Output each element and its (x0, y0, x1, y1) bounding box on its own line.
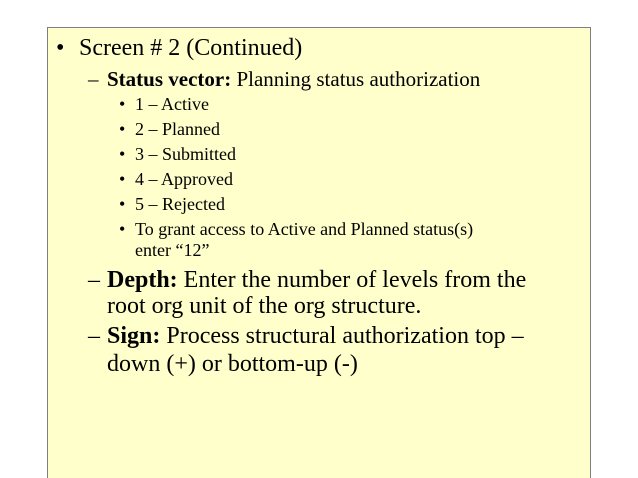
status-item-bullet: • (119, 194, 126, 214)
depth-line2: root org unit of the org structure. (107, 293, 422, 319)
sign-text: Process structural authorization top – (160, 323, 524, 349)
status-vector-line (107, 69, 480, 90)
status-item-active: 1 – Active (135, 94, 209, 114)
status-item-bullet: • (119, 144, 126, 164)
sign-label: Sign: (107, 323, 161, 349)
status-note-bullet: • (119, 219, 126, 239)
slide-content-box (47, 27, 591, 478)
depth-line1 (107, 268, 526, 292)
status-note-line1: To grant access to Active and Planned status(s) (135, 219, 474, 239)
status-item-bullet: • (119, 94, 126, 114)
sign-line2: down (+) or bottom-up (-) (107, 351, 358, 377)
status-note-line2: enter “12” (135, 240, 210, 260)
sign-dash: – (88, 323, 100, 349)
status-item-bullet: • (119, 119, 126, 139)
depth-text: Enter the number of levels from the (177, 267, 527, 293)
status-item-rejected: 5 – Rejected (135, 194, 225, 214)
status-vector-dash: – (88, 67, 99, 91)
heading-bullet: • (56, 35, 65, 61)
status-item-submitted: 3 – Submitted (135, 144, 237, 164)
status-item-planned: 2 – Planned (135, 119, 220, 139)
status-item-bullet: • (119, 169, 126, 189)
depth-dash: – (88, 267, 100, 293)
depth-label: Depth: (107, 267, 178, 293)
heading-text: Screen # 2 (Continued) (79, 35, 303, 61)
sign-line1 (107, 324, 524, 348)
status-vector-label: Status vector: (107, 67, 232, 91)
status-vector-text: Planning status authorization (231, 67, 481, 91)
status-item-approved: 4 – Approved (135, 169, 233, 189)
